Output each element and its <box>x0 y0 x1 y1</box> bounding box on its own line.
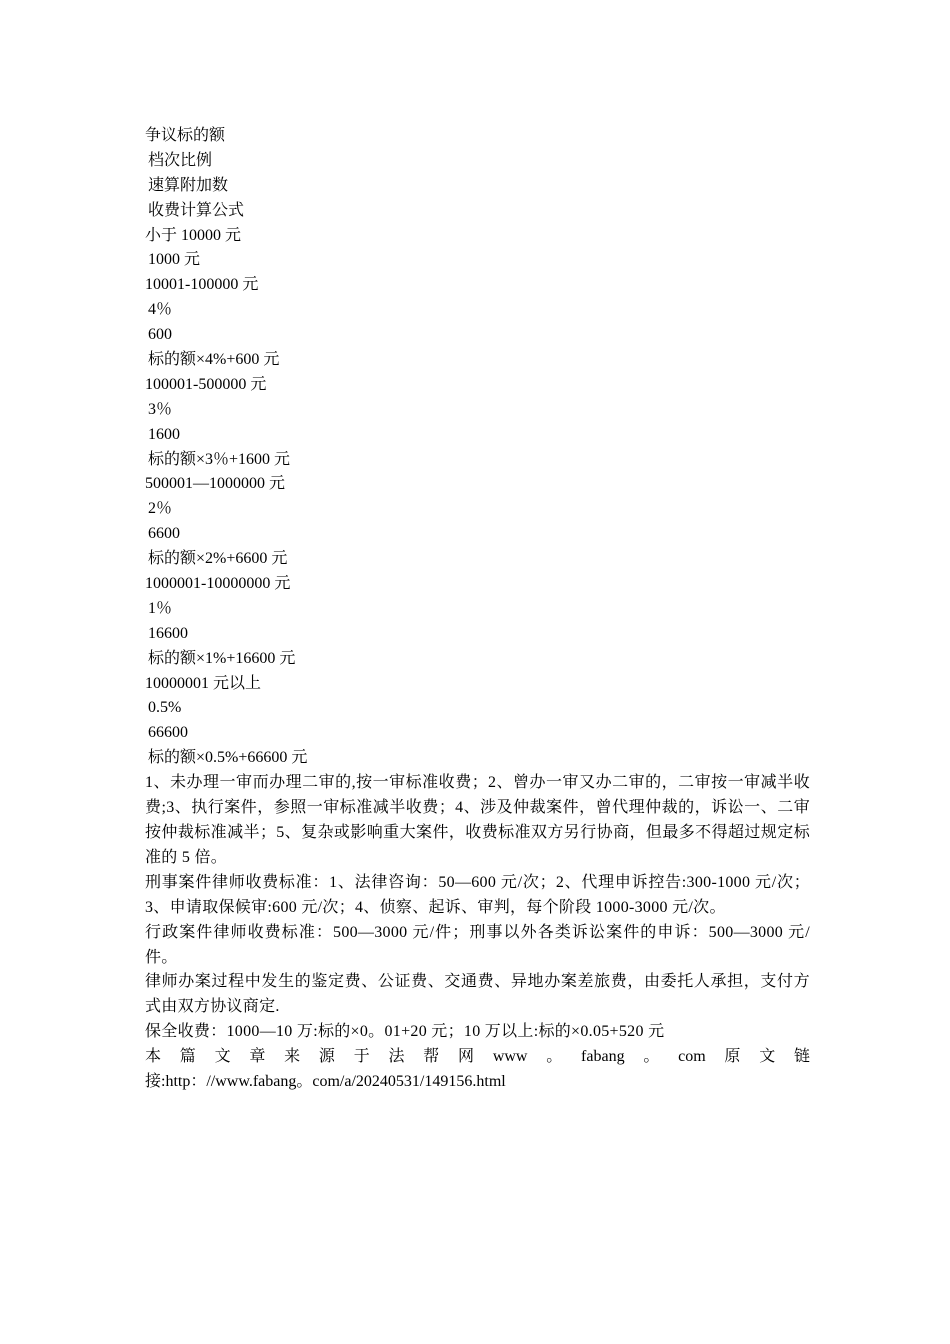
source-token: com <box>678 1048 706 1066</box>
fee-line: 16600 <box>148 624 188 642</box>
source-token: fabang <box>581 1048 625 1066</box>
fee-line: 3％ <box>148 400 173 418</box>
paragraph: 律师办案过程中发生的鉴定费、公证费、交通费、异地办案差旅费，由委托人承担，支付方式由双方协议商定. <box>145 973 810 1016</box>
fee-line: 1600 <box>148 425 180 443</box>
fee-line: 10001-100000 元 <box>145 276 259 294</box>
source-token: 链 <box>793 1048 810 1066</box>
fee-line: 标的额×0.5%+66600 元 <box>148 749 308 767</box>
paragraph: 刑事案件律师收费标准：1、法律咨询：50—600 元/次；2、代理申诉控告:300-1000 元/次；3、申请取保候审:600 元/次；4、侦察、起诉、审判，每个阶段 1000-3000 元/次。 <box>145 873 810 916</box>
source-token: 网 <box>458 1048 475 1066</box>
source-line-1 <box>145 1045 810 1070</box>
fee-line: 0.5% <box>148 699 182 717</box>
source-line-2: 接:http：//www.fabang。com/a/20240531/149156.html <box>145 1073 506 1091</box>
fee-line: 速算附加数 <box>148 176 229 194</box>
source-token: 帮 <box>423 1048 440 1066</box>
source-token: 原 <box>724 1048 741 1066</box>
source-token: 于 <box>353 1048 370 1066</box>
fee-line: 500001—1000000 元 <box>145 475 286 493</box>
fee-line: 10000001 元以上 <box>145 674 262 692</box>
fee-line: 66600 <box>148 724 188 742</box>
source-token: 文 <box>759 1048 776 1066</box>
source-token: 。 <box>546 1048 563 1066</box>
fee-table-lines <box>145 124 810 771</box>
source-token: 篇 <box>179 1048 196 1066</box>
notes-paragraphs <box>145 771 810 1045</box>
fee-line: 收费计算公式 <box>148 201 245 219</box>
fee-line: 1000001-10000000 元 <box>145 575 291 593</box>
source-token: www <box>492 1048 528 1066</box>
fee-line: 争议标的额 <box>145 127 226 144</box>
fee-line: 标的额×2%+6600 元 <box>148 550 288 568</box>
source-token: 本 <box>145 1048 162 1066</box>
fee-line: 2％ <box>148 500 173 518</box>
source-token: 来 <box>284 1048 301 1066</box>
source-token: 法 <box>388 1048 405 1066</box>
source-token: 文 <box>214 1048 231 1066</box>
fee-line: 标的额×3％+1600 元 <box>148 450 291 468</box>
source-token: 章 <box>249 1048 266 1066</box>
source-token: 。 <box>643 1048 660 1066</box>
fee-line: 600 <box>148 326 172 344</box>
fee-line: 1％ <box>148 599 173 617</box>
document-body <box>145 124 810 1095</box>
paragraph: 1、未办理一审而办理二审的,按一审标准收费；2、曾办一审又办二审的，二审按一审减半收费;3、执行案件，参照一审标准减半收费；4、涉及仲裁案件，曾代理仲裁的，诉讼一、二审按仲裁标准减半；5、复杂或影响重大案件，收费标准双方另行协商，但最多不得超过规定标准的 5 倍。 <box>145 774 810 866</box>
fee-line: 档次比例 <box>148 151 213 169</box>
paragraph: 保全收费：1000—10 万:标的×0。01+20 元；10 万以上:标的×0.05+520 元 <box>145 1023 665 1041</box>
fee-line: 标的额×1%+16600 元 <box>148 649 296 667</box>
fee-line: 100001-500000 元 <box>145 375 267 393</box>
paragraph: 行政案件律师收费标准：500—3000 元/件；刑事以外各类诉讼案件的申诉：500—3000 元/件。 <box>145 923 810 966</box>
source-token: 源 <box>318 1048 335 1066</box>
source-note <box>145 1045 810 1095</box>
fee-line: 6600 <box>148 525 180 543</box>
fee-line: 标的额×4%+600 元 <box>148 351 280 369</box>
fee-line: 4％ <box>148 301 173 319</box>
fee-line: 小于 10000 元 <box>145 226 242 244</box>
fee-line: 1000 元 <box>148 251 201 269</box>
